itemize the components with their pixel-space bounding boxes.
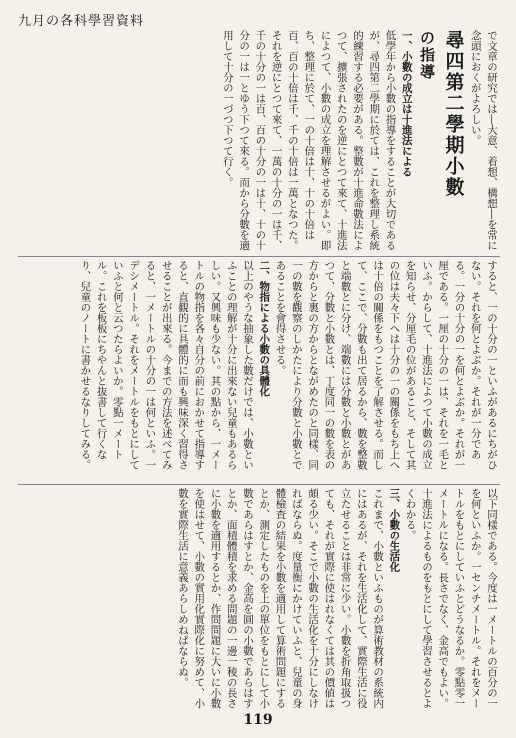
tier-1 [18, 30, 500, 253]
tier-3-body-a: 以下同樣である。今度は一メートルの百分の一を何といふか。一センチメートル。それをメートルをもとにしていふとどうなるか。零點零一メートルになる。長さでなく、金高でもよい。十進法によるものをもとにして學習させるとよくわかる。 [404, 488, 498, 709]
section-subtitle: の指導 [418, 30, 437, 81]
section-title: 尋四第二學期小數 [442, 30, 465, 198]
running-head: 九月の各科學習資料 [18, 14, 145, 29]
tier-2 [18, 260, 500, 480]
page-number: 119 [243, 712, 273, 728]
subheading-1: 一、小數の成立は十進法による [400, 30, 413, 177]
tier-3 [18, 488, 500, 710]
subheading-3: 三、小數の生活化 [388, 488, 401, 572]
subheading-2: 二、物指による小數の具體化 [258, 260, 271, 397]
tier-2-body-a: すると、一の十分の一といふがあるにちがひない。それを何とよぶか。それが一分である。一分の十分の一を何とよぶか。それが一厘である。一厘の十分の一は、それを一毛といふ。からして、十進法によつて小數の成立を知らせ、分厘毛の位があること、そして其の位は夫々下へは十分の一の關係をもち上へは十倍の關係をもつことを了解させる。而して、ここで、分數も出て居るから、數を整數と端數とに分け、端數には分數と小數とがあつて、分數と小數とは、丁度同一の數を表の方からと裏の方からとながめたのと同樣、同一の數を觀察のしかたにより分數と小數とであることを會得させる。 [274, 260, 498, 470]
tier-2-body-b: 以上のやうな抽象した數だけでは、小數といふことの理解が十分に出來ない兒童もあるらしい。又興味も少ない。其の點から、一メートルの物指を各々自分の前におかせて指導すると、直観的に具體的に而も興味深く習得させることが出來る。今までの方法を述べてみると、一メートルの十分の一は何といふ。一デシメートル。それをメートルをもとにしていふと何と云つたらよいか。零點一メートル。これを板板にちやんと抜書して行くなり、兒童のノートに書かせるなりしてみる。 [79, 260, 255, 470]
tier-1-body: 低學年から小數の指導をすることが大切であるが、尋四第二學期に於ては、これを整理し系統的練習する必要がある。整數が十進命數法によつて、擴張されたのを逆にとつて來て、十進法によつて、小數の成立を理解させるがよい。即ち、整理に於て、一の十倍は十、十の十倍は百、百の十倍は千、千の十倍は一萬となつた。それを逆にとつて來て、一萬の十分の一は千、千の十分の一は百、百の十分の一は十、十の十分の一は一とゆう下つて來る。而から分數を適用して十分の一づつ下つて行く。 [221, 30, 397, 251]
tier-separator-2 [18, 484, 500, 485]
tier-3-body-b: これまで、小數といふものが算術教材の系統内にはあるが、それを生活化して、實際生活に役立たせることは非常に少い。小數を折角取扱つても、それが實際に使はれなくては其の價値は頗る少い。そこで小數の生活化を十分にしなければならぬ。度量衡にかけていふと、兒童の身體檢査の結果を小數を適用して算術問題にするとか、測定したものを上の單位をもとにして小數であらはすとか、金高を圓の小數であらはすとか、面積體積を求める問題の一邊一稜の長さに小數を適用するとか、作問問題に大いに小數を使はせて、小數の實用化實際化に努めて、小數を實際生活に意義あらしめねばならぬ。 [176, 488, 385, 709]
tier-separator-1 [18, 256, 500, 257]
tier-1-intro: で文章の研究では―大意、着想、構想―を常に念頭におくがよろしい。 [469, 30, 498, 251]
